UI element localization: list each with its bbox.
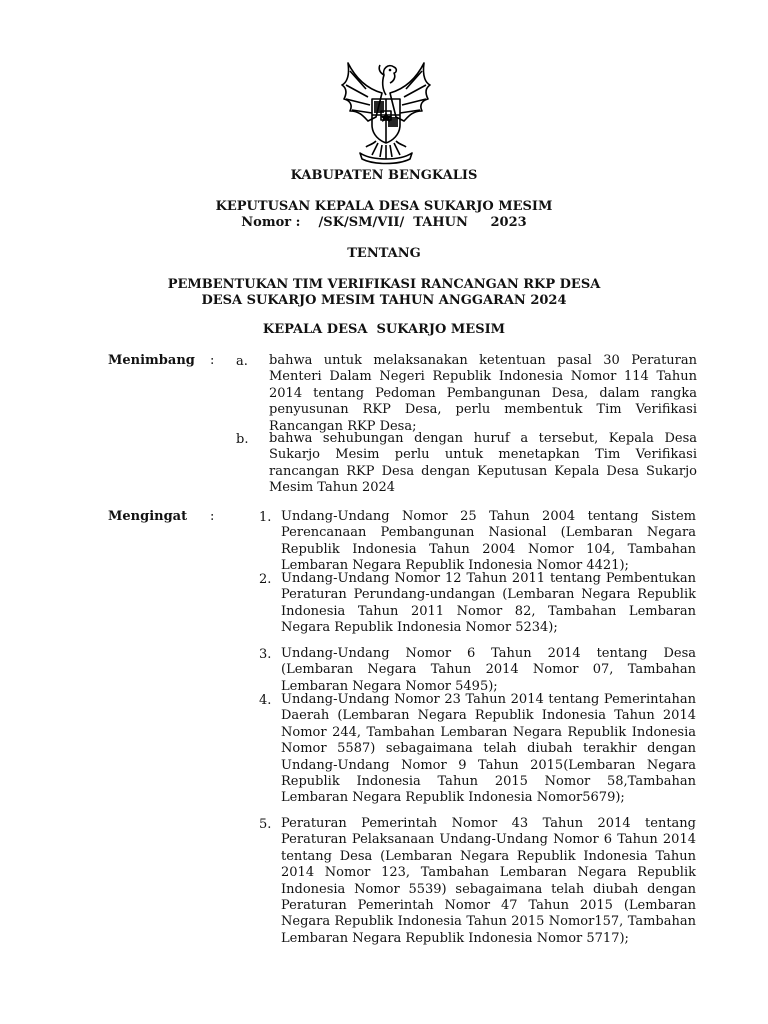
menimbang-item-a: bahwa untuk melaksanakan ketentuan pasal 30 Peraturan Menteri Dalam Negeri Republik Indonesia Nomor 114 Tahun 2014 tentang Pedoman Pembangunan Desa, dalam rangka penyusunan RKP Desa, perlu membentuk Tim Verifikasi Rancangan RKP Desa; bbox=[269, 353, 697, 434]
mengingat-item-4: Undang-Undang Nomor 23 Tahun 2014 tentang Pemerintahan Daerah (Lembaran Negara Republik Indonesia Tahun 2014 Nomor 244, Tambahan Lembaran Negara Republik Indonesia Nomor 5587) sebagaimana telah diubah terakhir dengan Undang-Undang Nomor 9 Tahun 2015(Lembaran Negara Republik Indonesia Tahun 2015 Nomor 58,Tambahan Lembaran Negara Republik Indonesia Nomor5679); bbox=[281, 692, 696, 806]
menimbang-item-b: bahwa sehubungan dengan huruf a tersebut, Kepala Desa Sukarjo Mesim perlu untuk menetapkan Tim Verifikasi rancangan RKP Desa dengan Keputusan Kepala Desa Sukarjo Mesim Tahun 2024 bbox=[269, 431, 697, 496]
mengingat-item-1: Undang-Undang Nomor 25 Tahun 2004 tentang Sistem Perencanaan Pembangunan Nasional (Lembaran Negara Republik Indonesia Tahun 2004 Nomor 104, Tambahan Lembaran Negara Republik Indonesia Nomor 4421); bbox=[281, 509, 696, 574]
official-title: KEPALA DESA SUKARJO MESIM bbox=[262, 322, 506, 337]
menimbang-label: Menimbang bbox=[108, 353, 195, 368]
mengingat-label: Mengingat bbox=[108, 509, 188, 524]
mengingat-marker-1: 1. bbox=[259, 510, 272, 525]
menimbang-colon: : bbox=[210, 353, 215, 368]
garuda-emblem-icon bbox=[338, 55, 434, 167]
mengingat-marker-3: 3. bbox=[259, 647, 272, 662]
about-heading: TENTANG bbox=[347, 246, 421, 261]
menimbang-marker-a: a. bbox=[236, 354, 248, 369]
subject-line-1: PEMBENTUKAN TIM VERIFIKASI RANCANGAN RKP DESA bbox=[167, 277, 601, 292]
decree-title: KEPUTUSAN KEPALA DESA SUKARJO MESIM bbox=[215, 199, 553, 214]
mengingat-marker-2: 2. bbox=[259, 572, 272, 587]
mengingat-item-2: Undang-Undang Nomor 12 Tahun 2011 tentang Pembentukan Peraturan Perundang-undangan (Lembaran Negara Republik Indonesia Tahun 2011 Nomor 82, Tambahan Lembaran Negara Republik Indonesia Nomor 5234); bbox=[281, 571, 696, 636]
regency-title: KABUPATEN BENGKALIS bbox=[290, 168, 478, 183]
subject-line-2: DESA SUKARJO MESIM TAHUN ANGGARAN 2024 bbox=[201, 293, 567, 308]
mengingat-item-5: Peraturan Pemerintah Nomor 43 Tahun 2014 tentang Peraturan Pelaksanaan Undang-Undang Nomor 6 Tahun 2014 tentang Desa (Lembaran Negara Republik Indonesia Tahun 2014 Nomor 123, Tambahan Lembaran Negara Republik Indonesia Nomor 5539) sebagaimana telah diubah dengan Peraturan Pemerintah Nomor 47 Tahun 2015 (Lembaran Negara Republik Indonesia Tahun 2015 Nomor157, Tambahan Lembaran Negara Republik Indonesia Nomor 5717); bbox=[281, 816, 696, 946]
decree-number: Nomor : /SK/SM/VII/ TAHUN 2023 bbox=[241, 215, 527, 230]
mengingat-marker-4: 4. bbox=[259, 693, 272, 708]
mengingat-item-3: Undang-Undang Nomor 6 Tahun 2014 tentang Desa (Lembaran Negara Tahun 2014 Nomor 07, Tambahan Lembaran Negara Nomor 5495); bbox=[281, 646, 696, 694]
menimbang-marker-b: b. bbox=[236, 432, 249, 447]
mengingat-colon: : bbox=[210, 509, 215, 524]
mengingat-marker-5: 5. bbox=[259, 817, 272, 832]
